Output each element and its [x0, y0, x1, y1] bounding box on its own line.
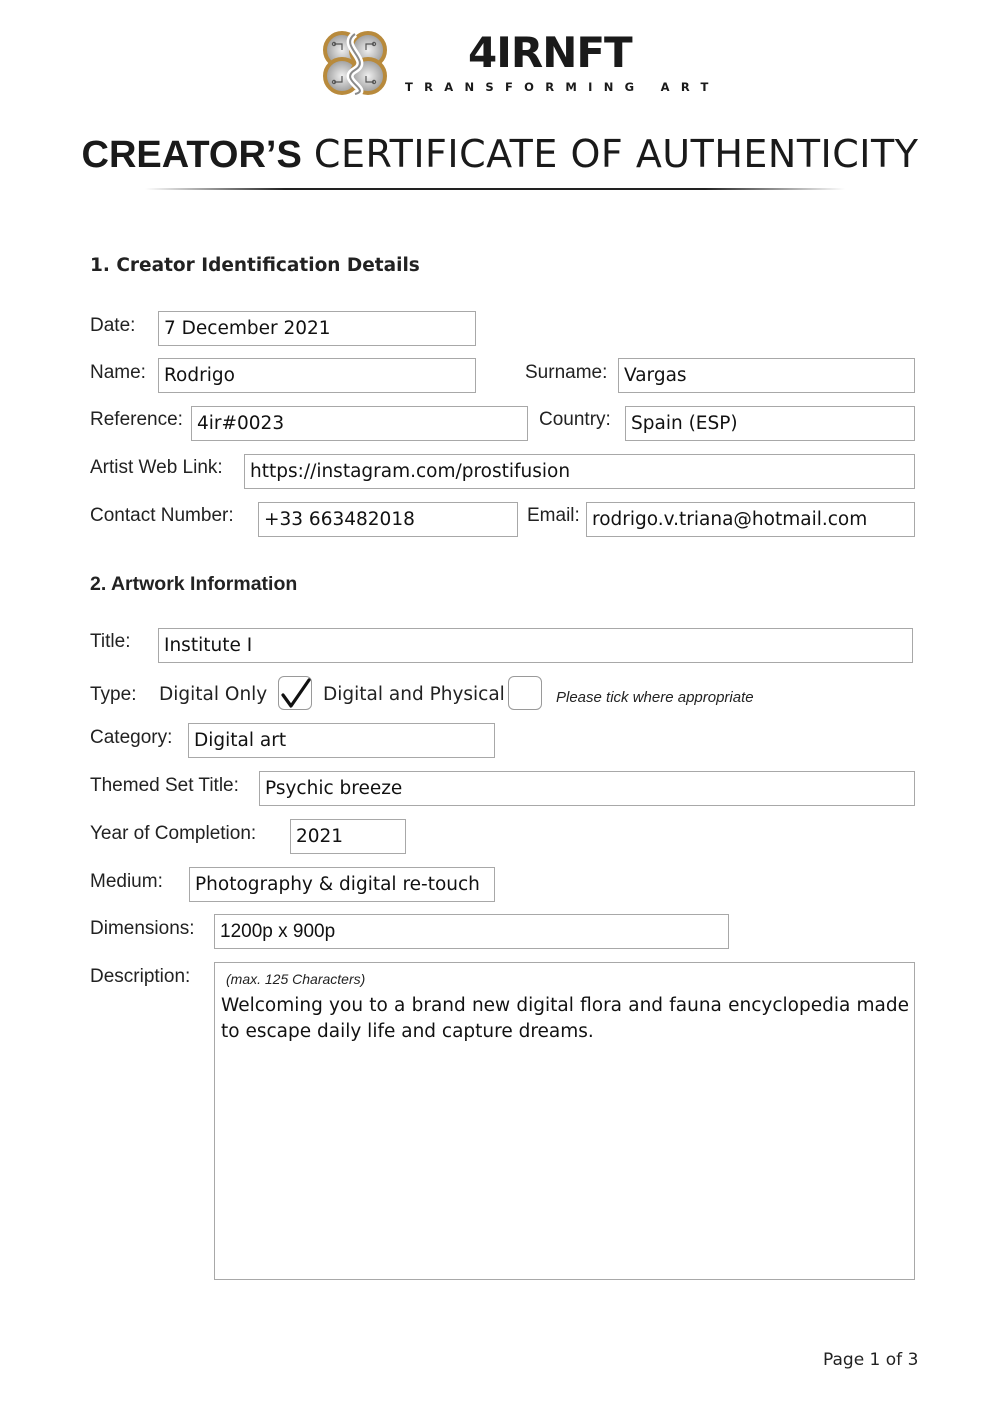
surname-field[interactable]: Vargas: [618, 358, 915, 393]
country-label: Country:: [539, 409, 611, 430]
checkmark-icon: [279, 677, 313, 711]
category-label: Category:: [90, 727, 173, 748]
type-label: Type:: [90, 684, 137, 705]
logo-emblem: [316, 24, 394, 102]
brand-name: 4IRNFT: [468, 28, 632, 77]
type-hint: Please tick where appropriate: [556, 689, 754, 706]
digital-only-checkbox[interactable]: [278, 676, 312, 710]
page-title: [0, 132, 1000, 177]
email-field[interactable]: rodrigo.v.triana@hotmail.com: [586, 502, 915, 537]
page-title-rest: CERTIFICATE OF AUTHENTICITY: [313, 132, 919, 176]
title-label: Title:: [90, 631, 131, 652]
dimensions-label: Dimensions:: [90, 918, 195, 939]
themed-set-title-label: Themed Set Title:: [90, 775, 239, 796]
web-link-field[interactable]: https://instagram.com/prostifusion: [244, 454, 915, 489]
logo-emblem-icon: [316, 24, 394, 102]
description-label: Description:: [90, 966, 191, 987]
medium-label: Medium:: [90, 871, 163, 892]
title-divider: [145, 188, 845, 190]
email-label: Email:: [527, 505, 580, 526]
contact-number-field[interactable]: +33 663482018: [258, 502, 518, 537]
page-title-bold: CREATOR’S: [81, 134, 302, 176]
date-field[interactable]: 7 December 2021: [158, 311, 476, 346]
date-label: Date:: [90, 315, 136, 336]
year-field[interactable]: 2021: [290, 819, 406, 854]
contact-number-label: Contact Number:: [90, 505, 234, 526]
brand-tagline: TRANSFORMING ART: [405, 80, 720, 94]
section-2-heading: 2. Artwork Information: [90, 573, 298, 595]
year-label: Year of Completion:: [90, 823, 257, 844]
type-digital-physical-label: Digital and Physical: [323, 684, 505, 705]
section-1-heading: 1. Creator Identification Details: [90, 255, 420, 276]
web-link-label: Artist Web Link:: [90, 457, 223, 478]
country-field[interactable]: Spain (ESP): [625, 406, 915, 441]
name-label: Name:: [90, 362, 146, 383]
surname-label: Surname:: [525, 362, 608, 383]
category-field[interactable]: Digital art: [188, 723, 495, 758]
reference-field[interactable]: 4ir#0023: [191, 406, 528, 441]
dimensions-field[interactable]: 1200p x 900p: [214, 914, 729, 949]
medium-field[interactable]: Photography & digital re-touch: [189, 867, 495, 902]
type-digital-only-label: Digital Only: [159, 684, 268, 705]
artwork-title-field[interactable]: Institute I: [158, 628, 913, 663]
page-number: Page 1 of 3: [823, 1350, 919, 1370]
digital-physical-checkbox[interactable]: [508, 676, 542, 710]
description-text: Welcoming you to a brand new digital flora and fauna encyclopedia made to escape daily life and capture dreams.: [221, 995, 909, 1042]
name-field[interactable]: Rodrigo: [158, 358, 476, 393]
themed-set-title-field[interactable]: Psychic breeze: [259, 771, 915, 806]
description-hint: (max. 125 Characters): [226, 971, 366, 987]
reference-label: Reference:: [90, 409, 183, 430]
